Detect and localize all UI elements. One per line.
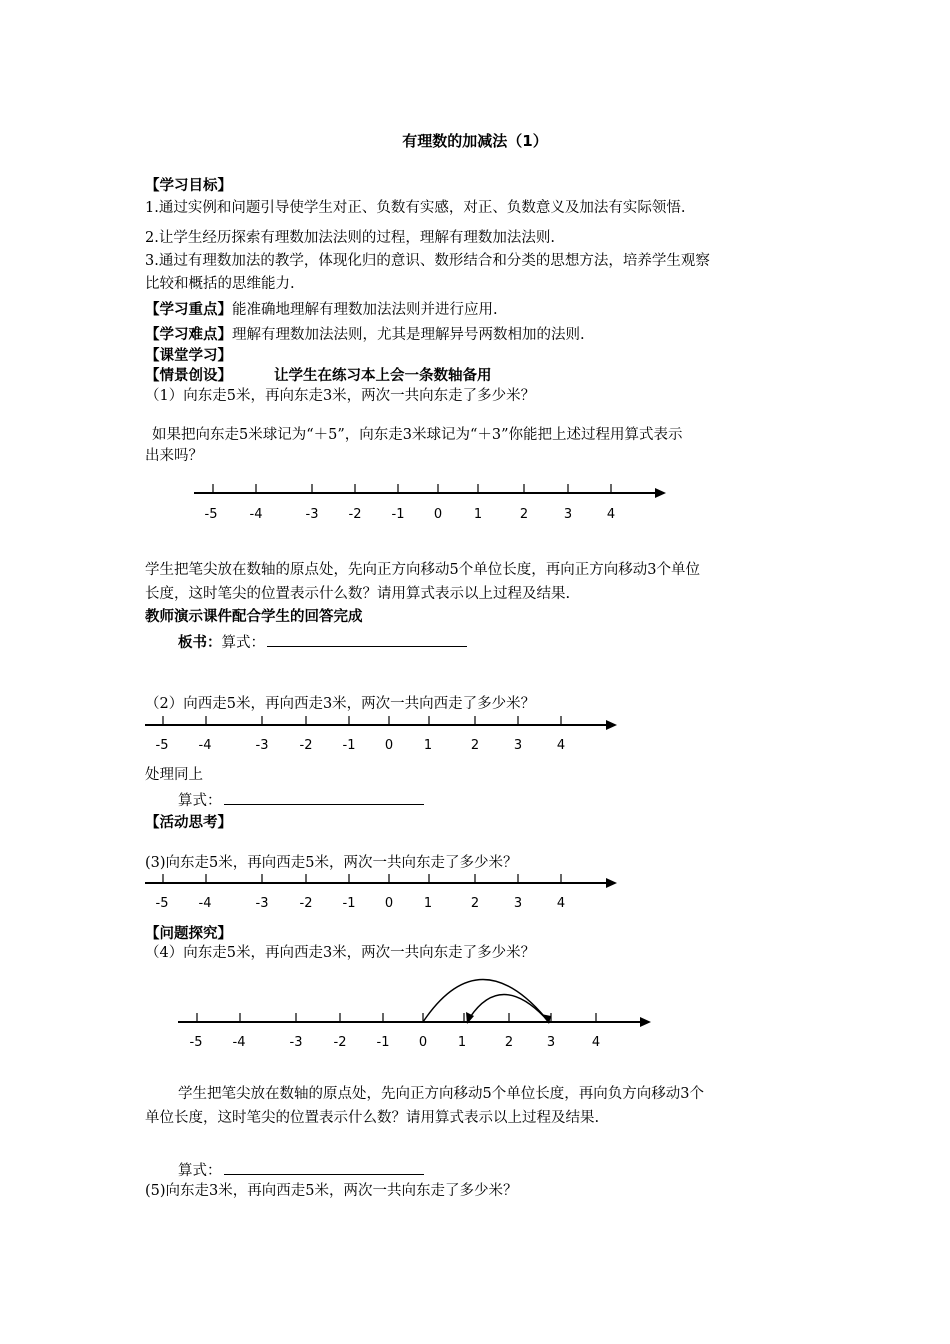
scenario-text: 让学生在练习本上会一条数轴备用	[274, 368, 492, 384]
axis-tick-label: -4	[232, 1035, 246, 1050]
question-1-followup: 出来吗？	[145, 448, 203, 464]
key-point-label: 【学习重点】	[145, 302, 232, 318]
axis-tick-label: 3	[513, 896, 523, 911]
axis-tick-label: 3	[546, 1035, 556, 1050]
axis-tick-label: -2	[299, 896, 313, 911]
axis-tick-label: -2	[299, 738, 313, 753]
axis-tick-label: 0	[384, 738, 394, 753]
axis-tick-label: 4	[556, 738, 566, 753]
axis-tick-label: -4	[198, 896, 212, 911]
axis-tick-label: 0	[433, 507, 443, 522]
axis-tick-label: 1	[457, 1035, 467, 1050]
question-1-paragraph: 长度，这时笔尖的位置表示什么数？请用算式表示以上过程及结果.	[145, 586, 571, 602]
axis-tick-label: 4	[591, 1035, 601, 1050]
answer-blank[interactable]	[224, 1160, 424, 1175]
page-title: 有理数的加减法（1）	[402, 132, 548, 150]
formula-label: 算式：	[221, 635, 265, 651]
objective-item: 比较和概括的思维能力.	[145, 276, 295, 292]
objective-item: 3.通过有理数加法的教学，体现化归的意识、数形结合和分类的思想方法，培养学生观察	[145, 253, 710, 269]
question-4-paragraph: 单位长度，这时笔尖的位置表示什么数？请用算式表示以上过程及结果.	[145, 1110, 600, 1126]
difficulty-text: 理解有理数加法法则，尤其是理解异号两数相加的法则.	[232, 327, 585, 343]
axis-tick-label: 1	[473, 507, 483, 522]
axis-tick-label: -3	[255, 738, 269, 753]
objectives-heading: 【学习目标】	[145, 178, 232, 194]
question-5: (5)向东走3米，再向西走5米，两次一共向东走了多少米？	[145, 1183, 518, 1199]
axis-tick-label: -3	[255, 896, 269, 911]
question-1-followup: 如果把向东走5米球记为“＋5”，向东走3米球记为“＋3”你能把上述过程用算式表示	[152, 427, 683, 443]
key-point-text: 能准确地理解有理数加法法则并进行应用.	[232, 302, 498, 318]
axis-tick-label: -1	[376, 1035, 390, 1050]
axis-tick-label: 1	[423, 896, 433, 911]
axis-tick-label: -5	[189, 1035, 203, 1050]
scenario-label: 【情景创设】	[145, 368, 232, 384]
axis-tick-label: -1	[342, 738, 356, 753]
board-label: 板书：	[178, 635, 222, 651]
axis-tick-label: 2	[470, 896, 480, 911]
question-1: （1）向东走5米，再向东走3米，两次一共向东走了多少米？	[145, 388, 536, 404]
axis-tick-label: -5	[204, 507, 218, 522]
objective-item: 2.让学生经历探索有理数加法法则的过程，理解有理数加法法则.	[145, 230, 555, 246]
question-4-formula	[178, 1160, 424, 1180]
axis-tick-label: 4	[556, 896, 566, 911]
axis-tick-label: -3	[289, 1035, 303, 1050]
axis-tick-label: 3	[563, 507, 573, 522]
question-4: （4）向东走5米，再向西走3米，两次一共向东走了多少米？	[145, 945, 536, 961]
axis-tick-label: -4	[198, 738, 212, 753]
axis-tick-label: -2	[333, 1035, 347, 1050]
question-1-paragraph: 学生把笔尖放在数轴的原点处，先向正方向移动5个单位长度，再向正方向移动3个单位	[145, 562, 700, 578]
classroom-heading: 【课堂学习】	[145, 348, 232, 364]
activity-heading: 【活动思考】	[145, 815, 232, 831]
axis-tick-label: 0	[384, 896, 394, 911]
axis-tick-label: -4	[249, 507, 263, 522]
axis-tick-label: 2	[519, 507, 529, 522]
axis-tick-label: -5	[155, 738, 169, 753]
question-4-paragraph: 学生把笔尖放在数轴的原点处，先向正方向移动5个单位长度，再向负方向移动3个	[178, 1086, 704, 1102]
question-2-note: 处理同上	[145, 767, 203, 783]
formula-label: 算式：	[178, 1163, 222, 1179]
axis-tick-label: -1	[391, 507, 405, 522]
axis-tick-label: -3	[305, 507, 319, 522]
axis-tick-label: -1	[342, 896, 356, 911]
axis-tick-label: 0	[418, 1035, 428, 1050]
inquiry-heading: 【问题探究】	[145, 926, 232, 942]
axis-tick-label: 2	[470, 738, 480, 753]
axis-tick-label: -2	[348, 507, 362, 522]
axis-tick-label: 4	[606, 507, 616, 522]
question-3: (3)向东走5米，再向西走5米，两次一共向东走了多少米？	[145, 855, 518, 871]
axis-tick-label: 1	[423, 738, 433, 753]
axis-arrow	[640, 1017, 651, 1027]
question-2: （2）向西走5米，再向西走3米，两次一共向西走了多少米？	[145, 696, 536, 712]
teacher-note: 教师演示课件配合学生的回答完成	[145, 609, 363, 625]
objective-item: 1.通过实例和问题引导使学生对正、负数有实感，对正、负数意义及加法有实际领悟.	[145, 200, 686, 216]
formula-label: 算式：	[178, 793, 222, 809]
axis-tick-label: 2	[504, 1035, 514, 1050]
axis-tick-label: 3	[513, 738, 523, 753]
axis-tick-label: -5	[155, 896, 169, 911]
difficulty-label: 【学习难点】	[145, 327, 232, 343]
